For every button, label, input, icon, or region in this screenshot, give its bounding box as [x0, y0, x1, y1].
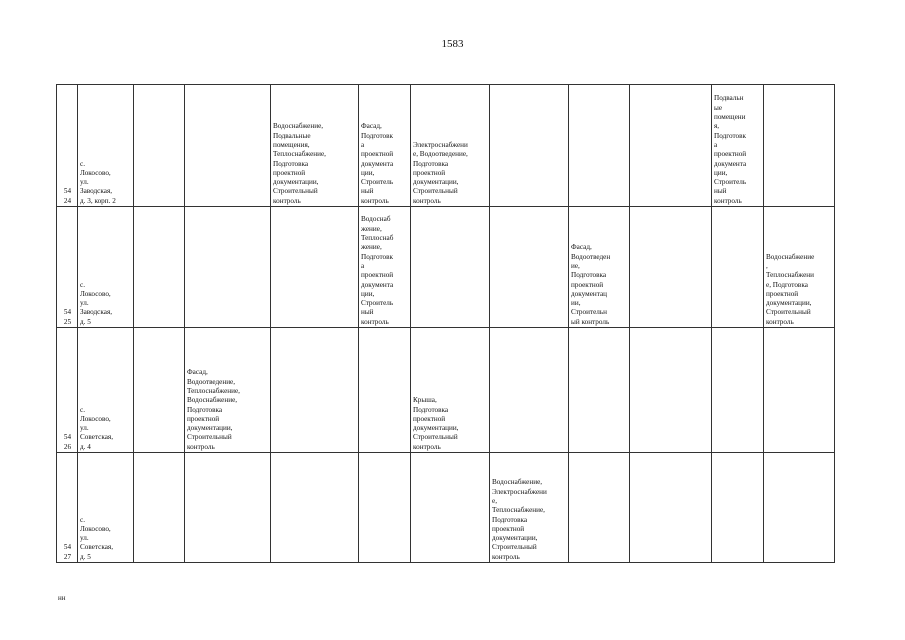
cell-text: Водоснабжение, Электроснабжени е, Теплоснабжение, Подготовка проектной документации, Строительный контроль	[492, 478, 547, 561]
works-cell	[764, 453, 835, 563]
cell-text: Электроснабжени е, Водоотведение, Подготовка проектной документации, Строительный контроль	[413, 140, 468, 205]
works-table	[56, 84, 835, 563]
address-cell	[78, 207, 134, 328]
cell-text: с. Локосово, ул. Советская, д. 5	[80, 515, 114, 561]
works-cell	[490, 85, 569, 207]
works-cell	[134, 328, 185, 453]
cell-text: с. Локосово, ул. Заводская, д. 3, корп. 2	[80, 159, 116, 205]
works-cell	[764, 328, 835, 453]
cell-text: 54 27	[63, 543, 72, 561]
cell-text: Водоснаб жение, Теплоснаб жение, Подготовк а проектной документа ции, Строитель ный контроль	[361, 215, 394, 326]
works-cell	[712, 328, 764, 453]
row-number-cell	[57, 85, 78, 207]
works-cell	[764, 85, 835, 207]
row-number-cell	[57, 453, 78, 563]
address-cell	[78, 328, 134, 453]
works-cell	[359, 328, 411, 453]
works-cell	[630, 328, 712, 453]
works-cell	[490, 453, 569, 563]
works-cell	[271, 85, 359, 207]
table-row	[57, 207, 835, 328]
works-cell	[712, 85, 764, 207]
cell-text: Подвальн ые помещени я, Подготовк а проектной документа ции, Строитель ный контроль	[714, 94, 747, 205]
table-row	[57, 328, 835, 453]
works-cell	[134, 453, 185, 563]
works-cell	[271, 328, 359, 453]
works-cell	[630, 207, 712, 328]
works-cell	[569, 85, 630, 207]
cell-text: Фасад, Подготовк а проектной документа ции, Строитель ный контроль	[361, 122, 394, 205]
cell-text: 54 26	[63, 433, 72, 451]
works-cell	[630, 85, 712, 207]
cell-text: Водоснабжение , Теплоснабжени е, Подготовка проектной документации, Строительный контроль	[766, 252, 815, 326]
works-cell	[764, 207, 835, 328]
works-cell	[359, 207, 411, 328]
table-row	[57, 453, 835, 563]
row-number-cell	[57, 328, 78, 453]
works-cell	[185, 328, 271, 453]
works-cell	[185, 85, 271, 207]
cell-text: с. Локосово, ул. Заводская, д. 5	[80, 280, 113, 326]
works-cell	[271, 207, 359, 328]
works-cell	[569, 328, 630, 453]
works-cell	[359, 85, 411, 207]
cell-text: 54 24	[63, 187, 72, 205]
works-cell	[712, 207, 764, 328]
works-cell	[185, 453, 271, 563]
row-number-cell	[57, 207, 78, 328]
works-cell	[271, 453, 359, 563]
works-cell	[490, 328, 569, 453]
works-cell	[134, 85, 185, 207]
footer-mark: нн	[58, 594, 66, 602]
works-cell	[411, 328, 490, 453]
works-cell	[359, 453, 411, 563]
table-row	[57, 85, 835, 207]
address-cell	[78, 85, 134, 207]
works-cell	[134, 207, 185, 328]
works-cell	[630, 453, 712, 563]
page-number: 1583	[441, 38, 464, 50]
works-cell	[185, 207, 271, 328]
works-cell	[411, 207, 490, 328]
works-cell	[712, 453, 764, 563]
works-cell	[490, 207, 569, 328]
works-cell	[569, 207, 630, 328]
cell-text: 54 25	[63, 308, 72, 326]
cell-text: Водоснабжение, Подвальные помещения, Теплоснабжение, Подготовка проектной документации, Строительный контроль	[273, 122, 326, 205]
cell-text: Фасад, Водоотведен ие, Подготовка проектной документац ии, Строительн ый контроль	[571, 243, 611, 326]
cell-text: Крыша, Подготовка проектной документации, Строительный контроль	[413, 396, 459, 451]
address-cell	[78, 453, 134, 563]
works-cell	[411, 85, 490, 207]
cell-text: Фасад, Водоотведение, Теплоснабжение, Водоснабжение, Подготовка проектной документации, Строительный контроль	[187, 368, 240, 451]
cell-text: с. Локосово, ул. Советская, д. 4	[80, 405, 114, 451]
works-cell	[569, 453, 630, 563]
works-cell	[411, 453, 490, 563]
